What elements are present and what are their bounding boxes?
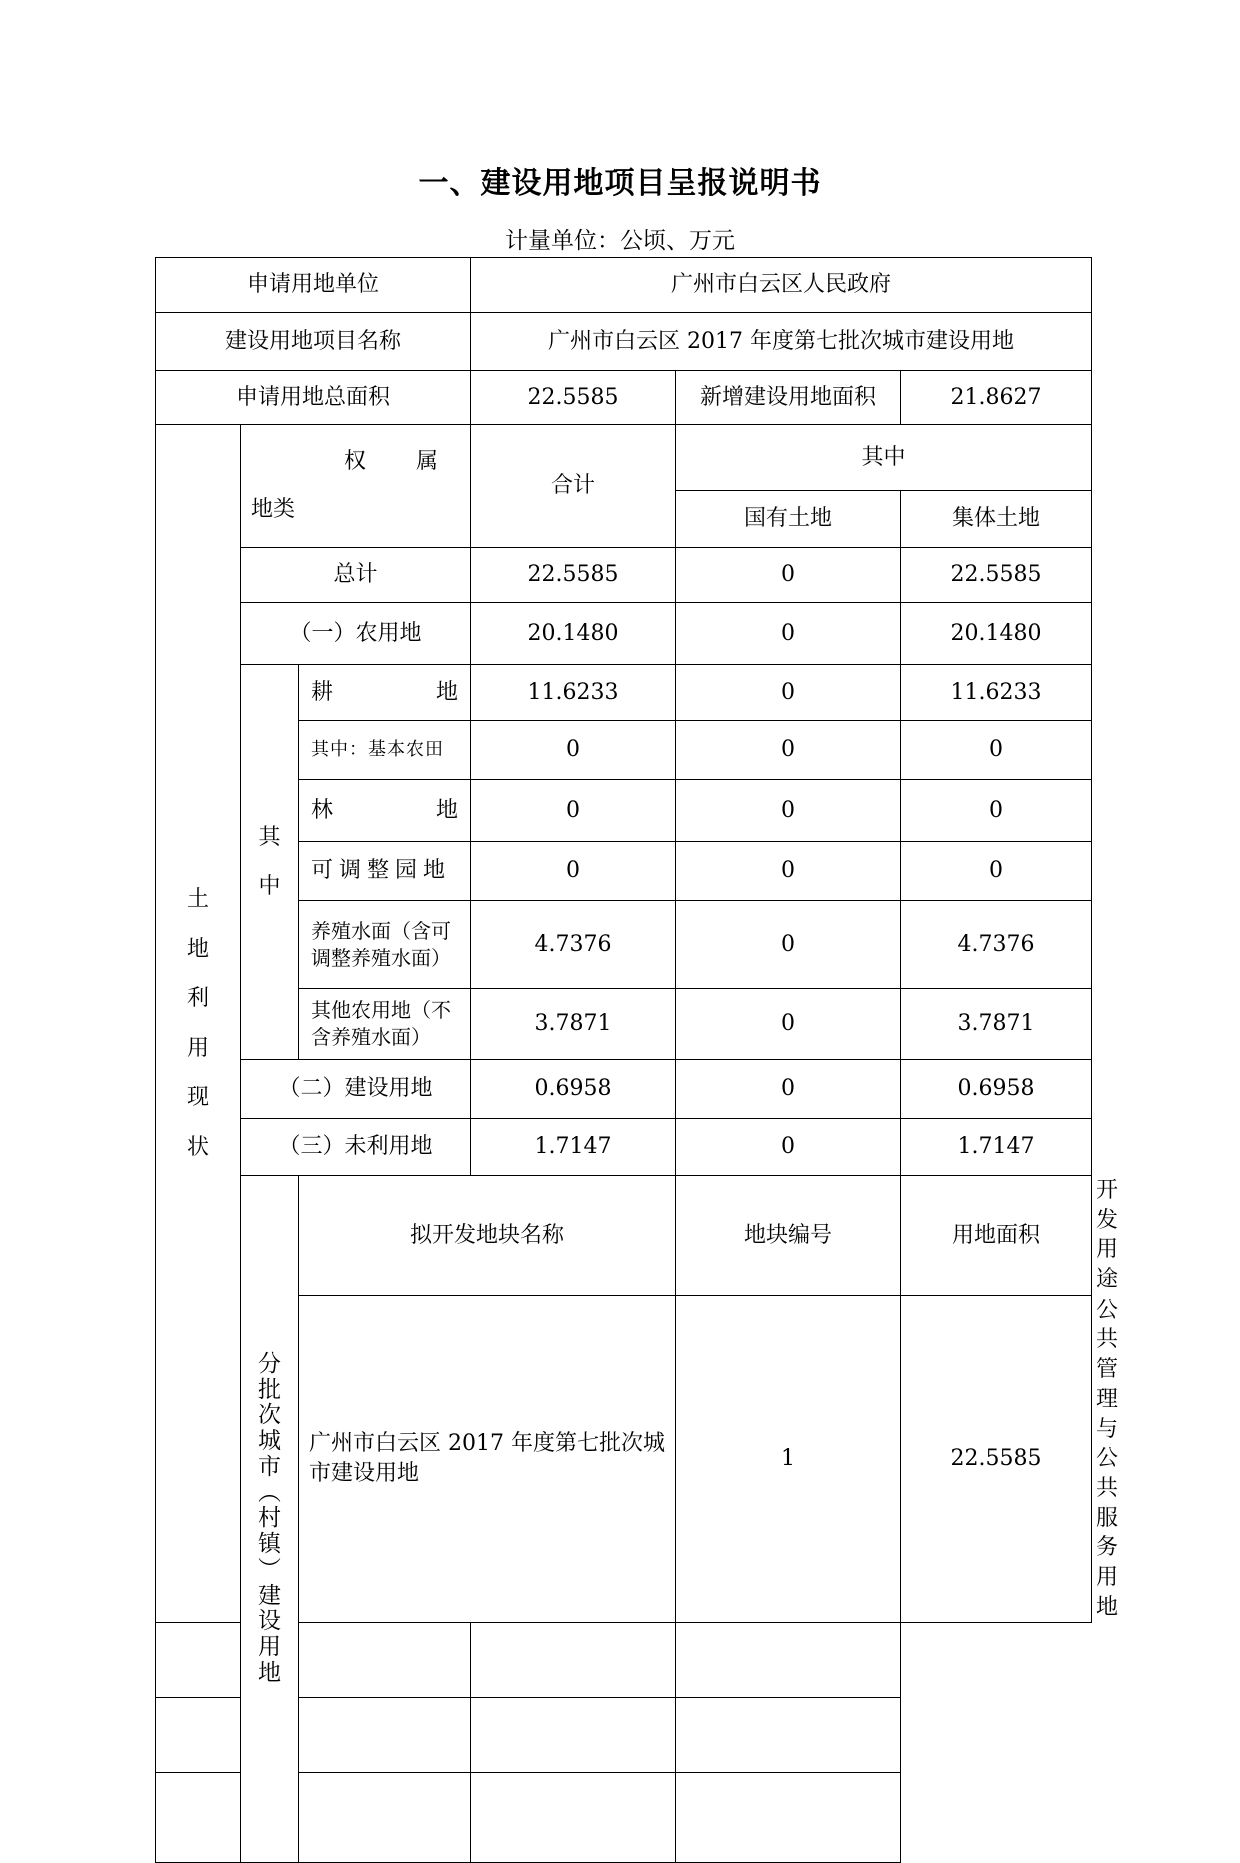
empty-cell <box>299 1773 471 1863</box>
land-use-section-label <box>156 425 241 1623</box>
row-label-a: 耕 <box>311 679 334 705</box>
ownership-label: 权 属 <box>344 449 453 475</box>
col-plot-no: 地块编号 <box>676 1176 901 1296</box>
empty-cell <box>676 1773 901 1863</box>
row-collective: 11.6233 <box>901 665 1092 721</box>
table-row <box>156 548 1092 603</box>
sub-section-label <box>241 665 299 1060</box>
row-label-a: 林 <box>311 797 334 823</box>
new-area-value: 21.8627 <box>901 371 1092 425</box>
row-label: 可调整园地 <box>299 842 471 901</box>
table-row <box>156 665 1092 721</box>
table-row <box>156 1698 1092 1773</box>
row-collective: 22.5585 <box>901 548 1092 603</box>
row-label-b: 地 <box>436 679 459 705</box>
project-name-label: 建设用地项目名称 <box>156 313 471 371</box>
category-label: 地类 <box>251 497 296 522</box>
lu-label: 土 地 利 用 现 状 <box>186 887 209 1160</box>
row-collective: 3.7871 <box>901 989 1092 1060</box>
row-label: （一）农用地 <box>241 603 471 665</box>
row-total: 11.6233 <box>471 665 676 721</box>
row-total: 0 <box>471 842 676 901</box>
table-row <box>156 1623 1092 1698</box>
row-label: 总计 <box>241 548 471 603</box>
row-state: 0 <box>676 548 901 603</box>
row-state: 0 <box>676 1119 901 1176</box>
new-area-label: 新增建设用地面积 <box>676 371 901 425</box>
plot-no: 1 <box>676 1295 901 1623</box>
collective-col-header: 集体土地 <box>901 491 1092 548</box>
row-label: （三）未利用地 <box>241 1119 471 1176</box>
row-total: 3.7871 <box>471 989 676 1060</box>
row-collective: 0 <box>901 842 1092 901</box>
table-row: 广州市白云区 2017 年度第七批次城市建设用地 1 22.5585 公共管理与公共服务用地 <box>156 1295 1092 1623</box>
empty-cell <box>156 1773 299 1863</box>
area-row <box>156 371 1092 425</box>
empty-cell <box>156 1698 299 1773</box>
row-total: 0 <box>471 780 676 842</box>
empty-cell <box>471 1623 676 1698</box>
row-collective: 1.7147 <box>901 1119 1092 1176</box>
row-total: 4.7376 <box>471 901 676 989</box>
row-state: 0 <box>676 780 901 842</box>
row-collective: 0.6958 <box>901 1060 1092 1119</box>
empty-cell <box>299 1623 471 1698</box>
table-row <box>156 1060 1092 1119</box>
row-total: 0.6958 <box>471 1060 676 1119</box>
row-label: 养殖水面（含可调整养殖水面） <box>299 901 471 989</box>
row-state: 0 <box>676 603 901 665</box>
row-state: 0 <box>676 665 901 721</box>
project-name-row <box>156 313 1092 371</box>
row-label: （二）建设用地 <box>241 1060 471 1119</box>
empty-cell <box>676 1623 901 1698</box>
row-total: 1.7147 <box>471 1119 676 1176</box>
table-row <box>156 603 1092 665</box>
row-state: 0 <box>676 989 901 1060</box>
row-collective: 0 <box>901 780 1092 842</box>
batch-header-row: 分 批 次 城 市 ︵ 村 镇 ︶ 建 设 用 地 拟开发地块名称 地块编号 用地面积 开发用途 <box>156 1176 1092 1296</box>
among-col-header: 其中 <box>676 425 1092 491</box>
table-row <box>156 1119 1092 1176</box>
col-plot-area: 用地面积 <box>901 1176 1092 1296</box>
document-title: 一、建设用地项目呈报说明书 <box>418 166 822 201</box>
land-application-table <box>155 257 1119 1863</box>
row-total: 0 <box>471 721 676 780</box>
row-label: 其中：基本农田 <box>299 721 471 780</box>
row-collective: 20.1480 <box>901 603 1092 665</box>
row-state: 0 <box>676 721 901 780</box>
applicant-label: 申请用地单位 <box>156 258 471 313</box>
row-state: 0 <box>676 901 901 989</box>
col-plot-name: 拟开发地块名称 <box>299 1176 676 1296</box>
measurement-unit: 计量单位：公顷、万元 <box>505 228 735 254</box>
land-use-header-row <box>156 425 1092 491</box>
row-collective: 4.7376 <box>901 901 1092 989</box>
row-label-b: 地 <box>436 797 459 823</box>
sub-label: 其 中 <box>258 824 281 899</box>
table-row <box>156 1773 1092 1863</box>
batch-label: 分 批 次 城 市 ︵ 村 镇 ︶ 建 设 用 地 <box>258 1350 281 1686</box>
applicant-value: 广州市白云区人民政府 <box>471 258 1092 313</box>
row-label: 其他农用地（不含养殖水面） <box>299 989 471 1060</box>
row-state: 0 <box>676 1060 901 1119</box>
state-col-header: 国有土地 <box>676 491 901 548</box>
ownership-category-cell <box>241 425 471 548</box>
row-collective: 0 <box>901 721 1092 780</box>
total-area-label: 申请用地总面积 <box>156 371 471 425</box>
row-label <box>299 780 471 842</box>
empty-cell <box>299 1698 471 1773</box>
empty-cell <box>471 1698 676 1773</box>
plot-area: 22.5585 <box>901 1295 1092 1623</box>
total-col-header: 合计 <box>471 425 676 548</box>
plot-name: 广州市白云区 2017 年度第七批次城市建设用地 <box>299 1295 676 1623</box>
row-label <box>299 665 471 721</box>
empty-cell <box>676 1698 901 1773</box>
row-total: 20.1480 <box>471 603 676 665</box>
applicant-row <box>156 258 1092 313</box>
row-state: 0 <box>676 842 901 901</box>
row-total: 22.5585 <box>471 548 676 603</box>
total-area-value: 22.5585 <box>471 371 676 425</box>
empty-cell <box>471 1773 676 1863</box>
project-name-value: 广州市白云区 2017 年度第七批次城市建设用地 <box>471 313 1092 371</box>
